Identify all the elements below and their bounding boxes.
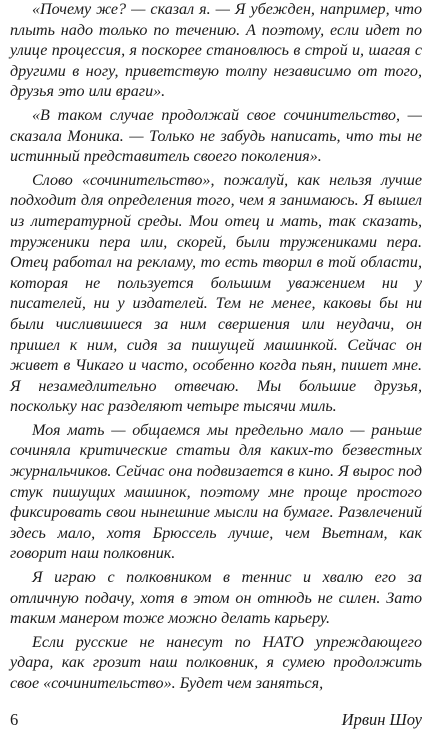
paragraph-3: Слово «сочинительство», пожалуй, как нельзя лучше подходит для определения того, чем я занимаюсь. Я вышел из литературной среды. Мои отец и мать, так сказать, труженики пера или, скорей, были тружениками пера. Отец работал на рекламу, то есть творил в той области, которая не пользуется большим уважением ни у писателей, ни у издателей. Тем не менее, каковы бы ни были числившиеся за ним свершения или неудачи, он пришел к ним, сидя за пишущей машинкой. Сейчас он живет в Чикаго и часто, особенно когда пьян, пишет мне. Я незамедлительно отвечаю. Мы большие друзья, поскольку нас разделяют четыре тысячи миль.: [10, 171, 422, 416]
paragraph-5: Я играю с полковником в теннис и хвалю его за отличную подачу, хотя в этом он отнюдь не силен. Зато таким манером тоже можно делать карьеру.: [10, 569, 422, 628]
paragraph-4: Моя мать — общаемся мы предельно мало — раньше сочиняла критические статьи для каких-то безвестных журнальчиков. Сейчас она подвизается в кино. Я вырос под стук пишущих машинок, поэтому мне проще простого фиксировать свои нынешние мысли на бумаге. Развлечений здесь мало, хотя Брюссель лучше, чем Вьетнам, как говорит наш полковник.: [10, 421, 422, 563]
paragraph-1: «Почему же? — сказал я. — Я убежден, например, что плыть надо только по течению. А поэтому, если идет по улице процессия, я поскорее становлюсь в строй и, шагая с другими в ногу, приветствую толпу независимо от того, друзья это или враги».: [10, 1, 422, 101]
book-page: [10, 0, 422, 736]
paragraph-6: Если русские не нанесут по НАТО упреждающего удара, как грозит наш полковник, я сумею продолжить свое «сочинительство». Будет чем заняться,: [10, 633, 422, 692]
page-number: 6: [10, 710, 19, 729]
paragraph-2: «В таком случае продолжай свое сочинительство, — сказала Моника. — Только не забудь написать, что ты не истинный представитель своего поколения».: [10, 106, 422, 166]
page-footer: [10, 708, 422, 730]
running-author: Ирвин Шоу: [341, 710, 422, 729]
